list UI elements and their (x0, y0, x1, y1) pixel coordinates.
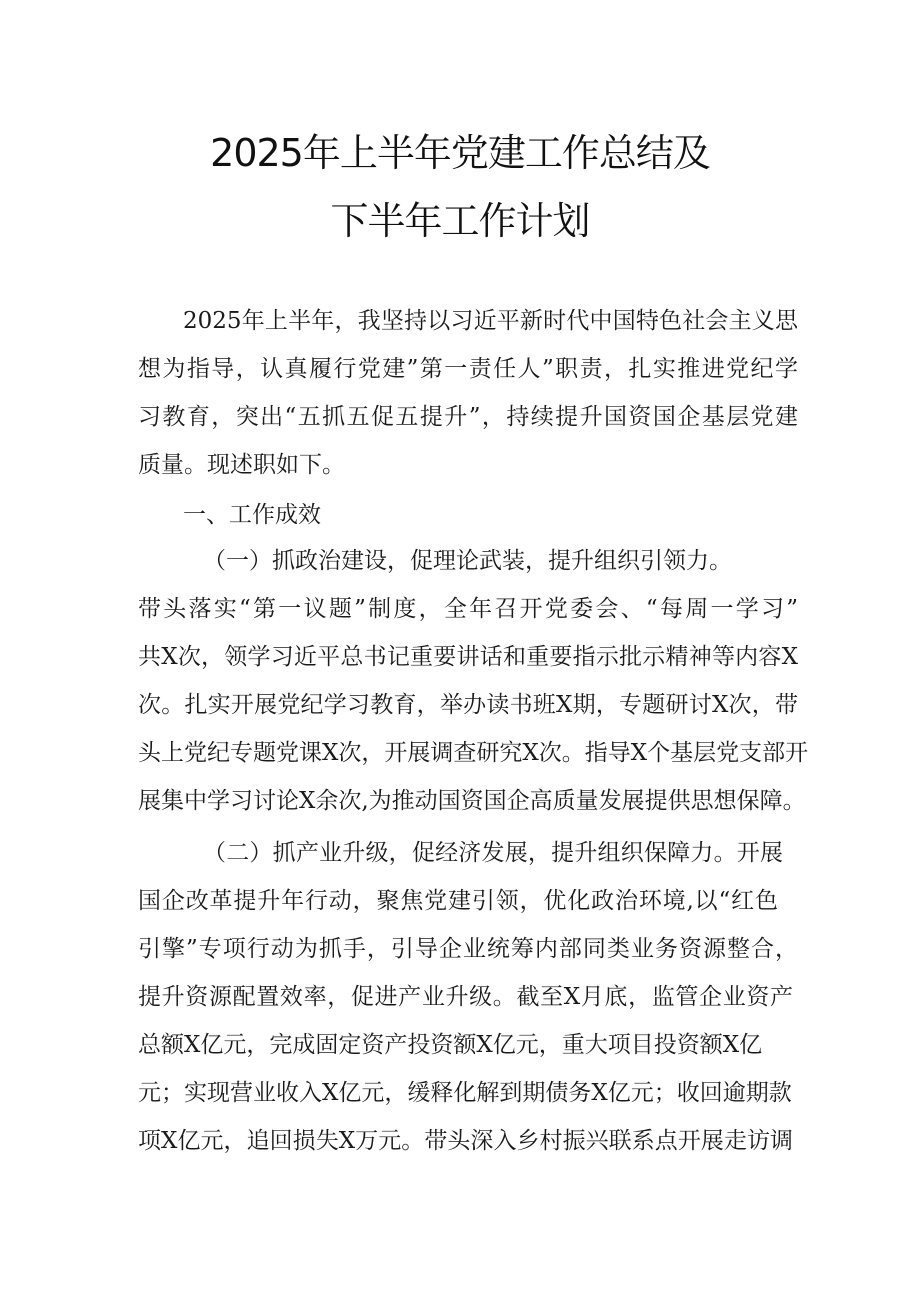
paragraph-2-line: 总额X亿元，完成固定资产投资额X亿元，重大项目投资额X亿 (138, 1032, 763, 1058)
paragraph-intro-line: 2025年上半年，我坚持以习近平新时代中国特色社会主义思 (183, 308, 798, 334)
paragraph-2-line: 国企改革提升年行动，聚焦党建引领，优化政治环境,以“红色 (138, 888, 778, 914)
paragraph-intro-line: 想为指导，认真履行党建”第一责任人”职责，扎实推进党纪学 (138, 356, 798, 382)
subsection-heading-1: （一）抓政治建设，促理论武装，提升组织引领力。 (203, 548, 732, 574)
paragraph-2-line: 元；实现营业收入X亿元，缓释化解到期债务X亿元；收回逾期款 (138, 1080, 792, 1106)
paragraph-intro-line: 质量。现述职如下。 (138, 452, 345, 478)
paragraph-2-line: 提升资源配置效率，促进产业升级。截至X月底，监管企业资产 (138, 984, 793, 1010)
section-heading-achievements: 一、工作成效 (183, 502, 321, 528)
paragraph-2-line: 引擎”专项行动为抓手，引导企业统筹内部同类业务资源整合， (138, 936, 798, 962)
paragraph-1-line: 带头落实“第一议题”制度，全年召开党委会、“每周一学习” (138, 596, 798, 622)
paragraph-2-line: 项X亿元，追回损失X万元。带头深入乡村振兴联系点开展走访调 (138, 1128, 793, 1154)
document-title-line-1: 2025年上半年党建工作总结及 (210, 131, 710, 175)
paragraph-1-line: 共X次，领学习近平总书记重要讲话和重要指示批示精神等内容X (138, 644, 798, 670)
paragraph-1-line: 次。扎实开展党纪学习教育，举办读书班X期，专题研讨X次，带 (138, 692, 798, 718)
paragraph-1-line: 展集中学习讨论X余次,为推动国资国企高质量发展提供思想保障。 (138, 788, 806, 814)
paragraph-intro-line: 习教育，突出“五抓五促五提升”，持续提升国资国企基层党建 (138, 404, 798, 430)
subsection-heading-2: （二）抓产业升级，促经济发展，提升组织保障力。开展 (203, 840, 783, 866)
document-title-line-2: 下半年工作计划 (330, 199, 590, 243)
paragraph-1-line: 头上党纪专题党课X次，开展调查研究X次。指导X个基层党支部开 (138, 740, 809, 766)
